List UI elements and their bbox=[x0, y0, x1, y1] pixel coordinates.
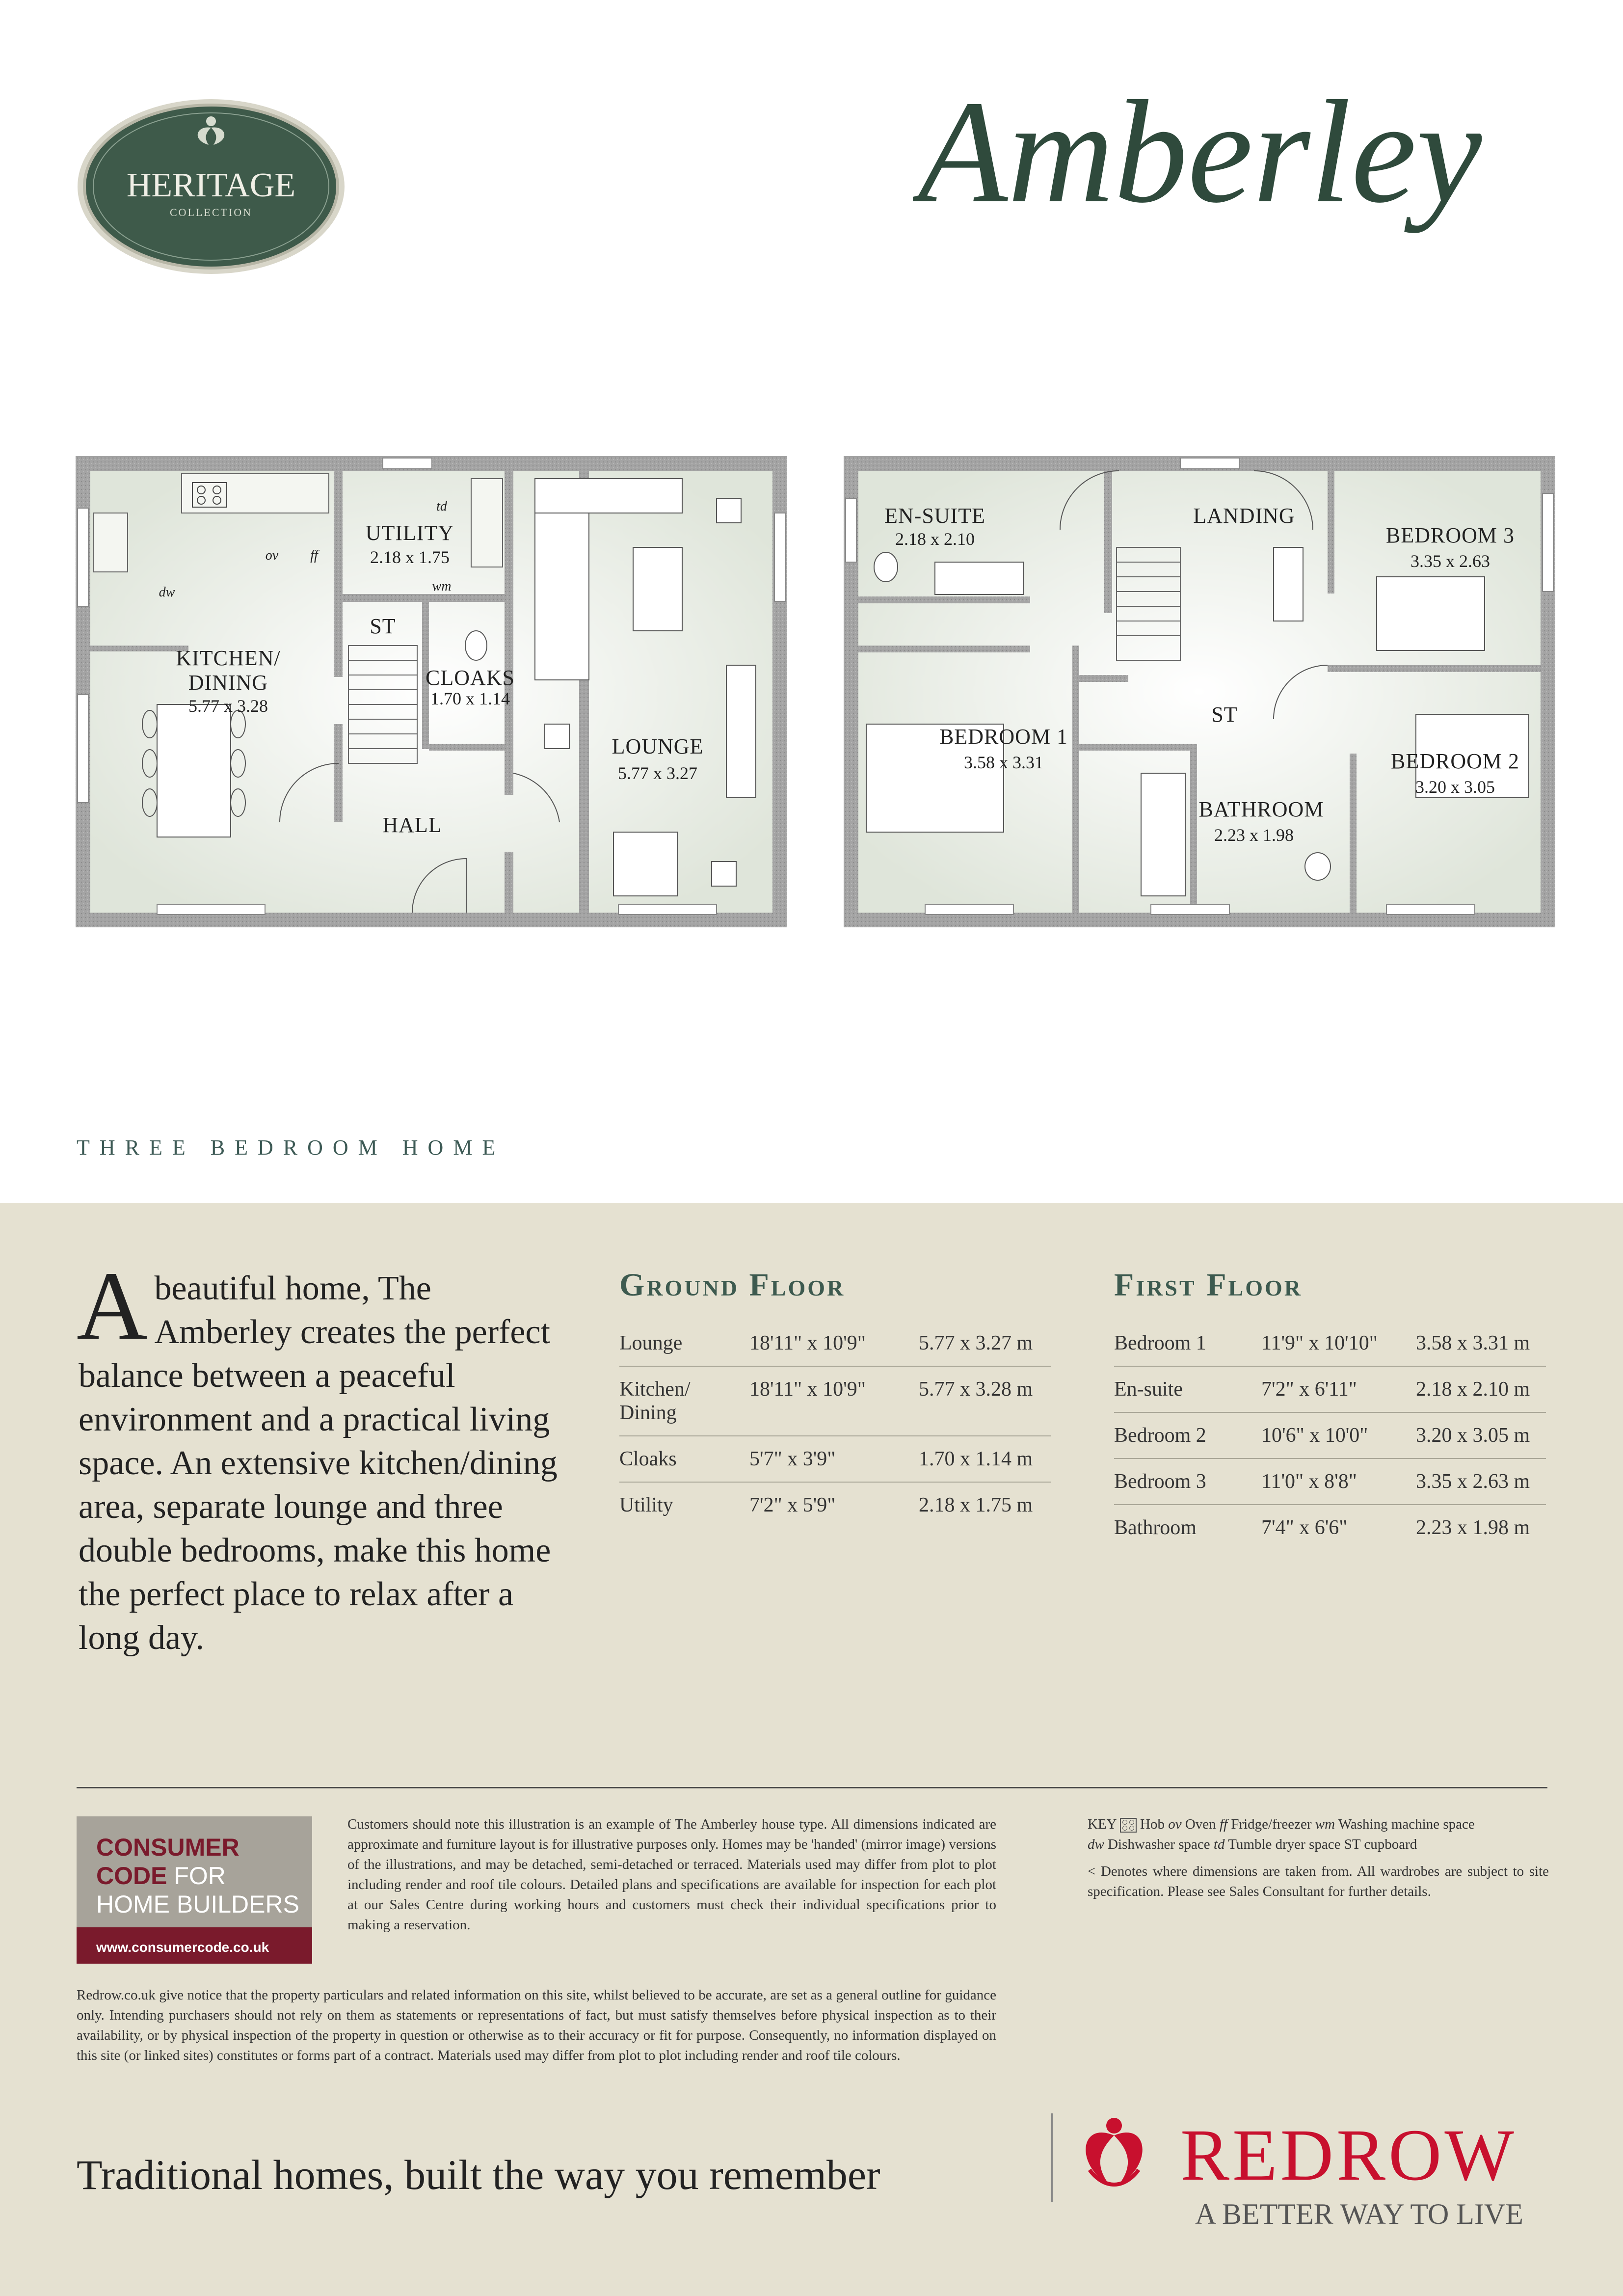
redrow-name: REDROW bbox=[1180, 2114, 1517, 2196]
table-row: Utility 7'2" x 5'9" 2.18 x 1.75 m bbox=[619, 1494, 1033, 1516]
ground-floor-heading: Ground Floor bbox=[619, 1267, 846, 1303]
section-divider bbox=[77, 1787, 1547, 1788]
ground-floor-plan bbox=[76, 456, 787, 927]
redrow-emblem-icon bbox=[1086, 2118, 1143, 2185]
fridge-label: ff bbox=[310, 548, 318, 563]
dryer-label: td bbox=[436, 499, 447, 514]
intro-paragraph bbox=[77, 1252, 569, 1660]
disclaimer-text: Customers should note this illustration is an example of The Amberley house type. All dimensions indicated are approximate and furniture layout is for illustrative purposes only. Homes may be 'handed' (mirror image) versions of the illustrations, and may be detached, semi-detached or terraced. Materials used may differ from plot to plot including render and roof tile colours. Detailed plans and specifications are available for inspection for each plot at our Sales Centre during working hours and customers must check their individual specifications prior to making a reservation. bbox=[347, 1816, 996, 1933]
first-st-label: ST bbox=[1211, 702, 1238, 727]
utility-label: UTILITY bbox=[365, 521, 454, 545]
first-floor-plan bbox=[844, 456, 1555, 927]
ensuite-dims: 2.18 x 2.10 bbox=[895, 529, 975, 549]
hob-icon bbox=[1120, 1818, 1137, 1833]
washer-label: wm bbox=[432, 579, 452, 594]
table-row: Bedroom 1 11'9" x 10'10" 3.58 x 3.31 m bbox=[1114, 1321, 1546, 1366]
toilet-icon bbox=[465, 631, 487, 660]
tagline: Traditional homes, built the way you remember bbox=[77, 2151, 880, 2198]
table-row: En-suite 7'2" x 6'11" 2.18 x 2.10 m bbox=[1114, 1366, 1546, 1412]
svg-text:CODE FOR: CODE FOR bbox=[96, 1862, 226, 1890]
intro-text: beautiful home, The Amberley creates the perfect balance between a peaceful environment and a practical living space. An extensive kitchen/dining area, separate lounge and three double bedrooms, make this home the perfect place to relax after a long day. bbox=[79, 1270, 558, 1657]
intro-dropcap: A bbox=[77, 1252, 148, 1360]
cloaks-label: CLOAKS bbox=[425, 666, 515, 690]
key-note: < Denotes where dimensions are taken from. All wardrobes are subject to site specification. Please see Sales Consultant for further details. bbox=[1088, 1864, 1549, 1899]
key-legend: KEY Hob ov Oven ff Fridge/freezer wm Washing machine space dw Dishwasher space td Tumble dryer space ST cupboard < Denotes where dimensions are taken from. All wardrobes are subject to site specification. Please see Sales Consultant for further details. bbox=[1088, 1814, 1549, 1902]
kitchen-label-2: DINING bbox=[188, 671, 268, 695]
bedroom1-label: BEDROOM 1 bbox=[939, 725, 1068, 749]
table-row: Bedroom 2 10'6" x 10'0" 3.20 x 3.05 m bbox=[1114, 1412, 1546, 1459]
ground-st-label: ST bbox=[370, 614, 396, 638]
redrow-slogan: A BETTER WAY TO LIVE bbox=[1195, 2198, 1523, 2230]
ground-floor-table bbox=[619, 1321, 1051, 1528]
landing-label: LANDING bbox=[1193, 504, 1295, 528]
lounge-dims: 5.77 x 3.27 bbox=[618, 763, 697, 783]
cloaks-dims: 1.70 x 1.14 bbox=[430, 689, 510, 708]
table-row: Lounge 18'11" x 10'9" 5.77 x 3.27 m bbox=[619, 1321, 1051, 1366]
heritage-collection-logo bbox=[74, 96, 348, 277]
utility-dims: 2.18 x 1.75 bbox=[370, 547, 450, 567]
bathroom-label: BATHROOM bbox=[1198, 797, 1324, 821]
bedroom3-label: BEDROOM 3 bbox=[1385, 523, 1515, 547]
bedroom3-dims: 3.35 x 2.63 bbox=[1410, 551, 1490, 571]
heritage-text: HERITAGE bbox=[126, 166, 296, 204]
lounge-label: LOUNGE bbox=[612, 734, 704, 758]
first-floor-heading: First Floor bbox=[1114, 1267, 1303, 1303]
house-name-title bbox=[913, 64, 1551, 270]
dishwasher-label: dw bbox=[159, 585, 175, 600]
bedroom1-dims: 3.58 x 3.31 bbox=[964, 753, 1043, 772]
bedroom2-label: BEDROOM 2 bbox=[1390, 749, 1520, 773]
svg-text:CONSUMER: CONSUMER bbox=[96, 1834, 239, 1861]
redrow-logo bbox=[1085, 2111, 1556, 2239]
kitchen-label-1: KITCHEN/ bbox=[176, 646, 281, 670]
bedroom2-dims: 3.20 x 3.05 bbox=[1415, 777, 1495, 797]
floor-plans bbox=[69, 449, 1561, 935]
hall-label: HALL bbox=[382, 813, 442, 837]
table-row: Bathroom 7'4" x 6'6" 2.23 x 1.98 m bbox=[1114, 1516, 1530, 1539]
first-floor-table bbox=[1114, 1321, 1546, 1550]
kitchen-row-label: Kitchen/ Dining bbox=[619, 1378, 691, 1424]
bathroom-dims: 2.23 x 1.98 bbox=[1214, 825, 1294, 845]
legal-notice: Redrow.co.uk give notice that the property particulars and related information on this site, whilst believed to be accurate, are set as a general outline for guidance only. Intending purchasers should not rely on them as statements or representations of fact, but must satisfy themselves before physical inspection as to their availability, or by physical inspection of the property in question or otherwise as to their accuracy or fit for purpose. Consequently, no information displayed on this site (or linked sites) constitutes or forms part of a contract. Materials used may differ from plot to plot including render and roof tile colours. bbox=[77, 1987, 996, 2063]
oven-label: ov bbox=[265, 548, 279, 563]
table-row: Kitchen/ Dining 18'11" x 10'9" 5.77 x 3.28 m bbox=[619, 1366, 1051, 1436]
table-row: Bedroom 3 11'0" x 8'8" 3.35 x 2.63 m bbox=[1114, 1459, 1546, 1505]
house-name: Amberley bbox=[918, 70, 1482, 233]
svg-text:HOME BUILDERS: HOME BUILDERS bbox=[96, 1891, 299, 1918]
consumer-code-logo bbox=[77, 1816, 312, 1964]
collection-text: COLLECTION bbox=[169, 206, 253, 218]
footer-divider bbox=[1051, 2113, 1053, 2202]
kitchen-dims: 5.77 x 3.28 bbox=[188, 696, 268, 716]
home-type-subtitle: THREE BEDROOM HOME bbox=[77, 1135, 506, 1160]
consumer-code-url: www.consumercode.co.uk bbox=[96, 1940, 269, 1955]
table-row: Cloaks 5'7" x 3'9" 1.70 x 1.14 m bbox=[619, 1436, 1051, 1482]
ensuite-label: EN-SUITE bbox=[884, 504, 985, 528]
